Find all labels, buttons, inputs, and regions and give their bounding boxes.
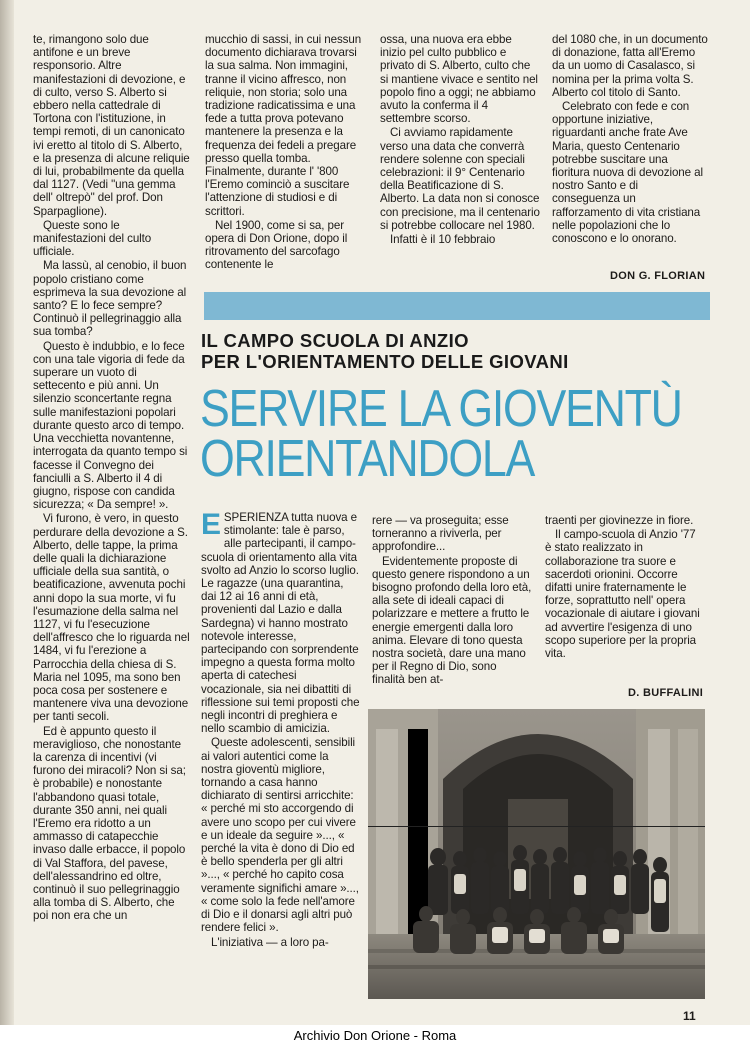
subheading-line: PER L'ORIENTAMENTO DELLE GIOVANI — [201, 351, 569, 372]
paragraph: Ma lassù, al cenobio, il buon popolo cristiano come esprimeva la sua devozione al santo? E lo fece sempre? Continuò il pellegrinaggio alla sua tomba? — [33, 259, 187, 339]
paragraph: L'iniziativa — a loro pa- — [211, 935, 329, 949]
page-number: 11 — [683, 1009, 696, 1023]
group-photo-image — [368, 709, 705, 999]
column-4 — [552, 33, 708, 246]
article-headline — [200, 380, 682, 488]
paragraph: traenti per giovinezze in fiore. — [545, 514, 694, 527]
column-3 — [380, 33, 540, 247]
column-2 — [205, 33, 365, 273]
paragraph: Il campo-scuola di Anzio '77 è stato realizzato in collaborazione tra suore e sacerdoti orionini. Occorre difatti unire fraternamente le forze, soprattutto nell' opera vocazionale di aiutare i giovani ad avvertire l'esigenza di uno scopo superiore per la propria vita. — [545, 528, 700, 661]
headline-line: SERVIRE LA GIOVENTÙ — [200, 380, 682, 438]
signature-buffalini: D. BUFFALINI — [628, 687, 704, 699]
paragraph: Queste sono le manifestazioni del culto ufficiale. — [33, 218, 152, 259]
paragraph: Vi furono, è vero, in questo perdurare della devozione a S. Alberto, delle tappe, la prima delle quali la dichiarazione ufficiale della sua santità, o beatificazione, avvenuta pochi anni dopo la sua morte, vi fu l'esumazione della salma nel 1127, vi fu l'esecuzione dell'affresco che lo riguarda nel 1484, vi fu l'erezione a Parrocchia della chiesa di S. Maria nel 1095, ma sono ben poca cosa per sostenere e mantenere viva una devozione per tanti secoli. — [33, 512, 190, 724]
page-binding-edge — [0, 0, 14, 1047]
article2-column-a — [201, 508, 361, 950]
paragraph: mucchio di sassi, in cui nessun documento dichiarava trovarsi la sua salma. Non immagini, tranne il vicino affresco, non reliquie, non storia; solo una tradizione radicatissima e una fede a tutta prova potevano mantenere la presenza e la frequenza dei fedeli a pregare presso quella tomba. Finalmente, durante l' '800 l'Eremo cominciò a suscitare l'attenzione di studiosi e di scrittori. — [205, 33, 362, 218]
drop-cap: E — [201, 508, 221, 541]
paragraph: Celebrato con fede e con opportune iniziative, riguardanti anche frate Ave Maria, questo Centenario potrebbe suscitare una fioritura nuova di devozione al nostro Santo e di conseguenza un rafforzamento di vita cristiana nelle popolazioni che lo conoscono e lo onorano. — [552, 100, 703, 246]
paragraph: rere — va proseguita; esse torneranno a riviverla, per approfondire... — [372, 514, 509, 554]
paragraph: Evidentemente proposte di questo genere rispondono a un bisogno profondo della loro età, alla sete di ideali capaci di polarizzare e mettere a frutto le energie emergenti dalla loro anima. Elevare di tono questa nostra società, dare una mano per il Regno di Dio, sono finalità ben at- — [372, 554, 532, 687]
column-1 — [33, 33, 191, 924]
article2-column-b — [372, 514, 532, 688]
scan-line-artifact — [368, 826, 705, 827]
paragraph-lead — [201, 508, 361, 736]
paragraph: del 1080 che, in un documento di donazione, fatta all'Eremo da un uomo di Casalasco, si nomina per la prima volta S. Alberto col titolo di Santo. — [552, 33, 708, 99]
section-divider-bar — [204, 292, 710, 320]
paragraph: Ci avviamo rapidamente verso una data che converrà rendere solenne con speciali celebrazioni: il 9° Centenario della Beatificazione di S. Alberto. La data non si conosce con precisione, ma il centenario si potrebbe collocare nel 1980. — [380, 126, 540, 232]
headline-line: ORIENTANDOLA — [200, 430, 535, 488]
article2-column-c — [545, 514, 705, 661]
lead-text: SPERIENZA tutta nuova e stimolante: tale è parso, alle partecipanti, il campo-scuola di orientamento alla vita svolto ad Anzio lo scorso luglio. Le ragazze (una quarantina, dai 12 ai 16 anni di età, provenienti dal Lazio e dalla Sardegna) vi hanno mostrato notevole interesse, partecipando con sorprendente impegno a questa forma molto aperta di catechesi vocazionale, sia nei dibattiti di riflessione sui temi proposti che negli incontri di preghiera e nello scambio di amicizia. — [201, 511, 360, 736]
paragraph: Infatti è il 10 febbraio — [390, 233, 496, 247]
archive-footer: Archivio Don Orione - Roma — [0, 1025, 750, 1047]
paragraph: ossa, una nuova era ebbe inizio pel culto pubblico e privato di S. Alberto, culto che si mantiene vivace e sentito nel popolo fino a oggi; ne abbiamo avuto la conferma il 4 settembre scorso. — [380, 33, 538, 126]
article-subheading — [201, 330, 721, 372]
paragraph: Questo è indubbio, e lo fece con una tale vigoria di fede da superare un vuoto di settecento e più anni. Un silenzio sconcertante regna sulle manifestazioni popolari durante questo arco di tempo. Una vecchietta novantenne, interrogata da quanto tempo si facesse il Convegno dei fanciulli a S. Alberto il 4 di giugno, rispose con candida sicurezza; « Da sempre! ». — [33, 339, 188, 512]
paragraph: te, rimangono solo due antifone e un breve responsorio. Altre manifestazioni di devozione, e di culto, verso S. Alberto si ebbero nella cattedrale di Tortona con l'istituzione, in tempi remoti, di un canonicato ivi eretto al titolo di S. Alberto, e la presenza di alcune reliquie di lui, probabilmente da quella dal 1127. (Vedi "una gemma dell' oltrepò" del prof. Don Sparpaglione). — [33, 33, 190, 218]
paragraph: Nel 1900, come si sa, per opera di Don Orione, dopo il ritrovamento del sarcofago contenente le — [205, 218, 348, 272]
signature-florian: DON G. FLORIAN — [610, 270, 706, 282]
subheading-line: IL CAMPO SCUOLA DI ANZIO — [201, 330, 469, 351]
paragraph: Ed è appunto questo il meraviglioso, che nonostante la carenza di incentivi (vi furono dei miracoli? Non si sa; è probabile) e nonostante l'abbandono quasi totale, durante 350 anni, nei quali l'Eremo era ridotto a un ammasso di catapecchie invaso dalle erbacce, il popolo di Val Staffora, del pavese, dell'alessandrino ed oltre, continuò il suo pellegrinaggio alla tomba di S. Alberto, che poi non era che un — [33, 724, 186, 923]
paragraph: Queste adolescenti, sensibili ai valori autentici come la nostra gioventù migliore, tornando a casa hanno dichiarato di sentirsi arricchite: « perché mi sto accorgendo di avere uno scopo per cui vivere e un ideale da seguire »..., « perché la vita è dono di Dio ed è bello spenderla per gli altri »..., « perché ho capito cosa veramente significhi amare »..., « come solo la fede nell'amore di Dio e il donarsi agli altri può rendere felici ». — [201, 736, 359, 935]
group-photo — [368, 709, 705, 999]
